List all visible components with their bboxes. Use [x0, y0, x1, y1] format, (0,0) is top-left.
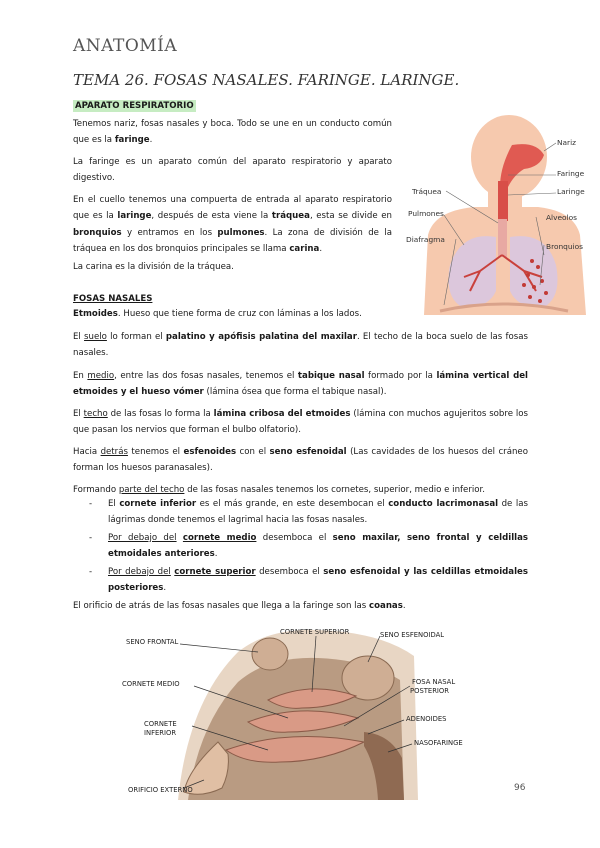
nasal-cavity-illustration — [118, 622, 488, 800]
paragraph-faringe: La faringe es un aparato común del aparato respiratorio y aparato digestivo. — [73, 157, 392, 184]
label-bronquios: Bronquios — [546, 242, 583, 251]
paragraph-detras: Hacia detrás tenemos el esfenoides con el seno esfenoidal (Las cavidades de los huesos del cráneo forman los huesos paranasales). — [73, 447, 528, 474]
list-item: - El cornete inferior es el más grande, en este desembocan el conducto lacrimonasal de las lágrimas donde tenemos el lagrimal hacia las fosas nasales. — [89, 499, 528, 526]
page-number: 96 — [514, 783, 526, 793]
label-nariz: Nariz — [557, 138, 577, 147]
topic-title: TEMA 26. FOSAS NASALES. FARINGE. LARINGE. — [73, 71, 460, 89]
paragraph-techo: El techo de las fosas lo forma la lámina cribosa del etmoides (lámina con muchos agujeritos sobre los que pasan los nervios que forman el bulbo olfatorio). — [73, 409, 528, 436]
section-heading-aparato: APARATO RESPIRATORIO — [75, 101, 194, 111]
cornetes-list — [73, 496, 528, 597]
paragraph-cuello: En el cuello tenemos una compuerta de entrada al aparato respiratorio que es la laringe, después de esta viene la tráquea, esta se divide en bronquios y entramos en los pulmones. La zona de división de la tráquea en los dos bronquios principales se llama carina. — [73, 195, 392, 255]
label-cornete-inferior: CORNETE — [144, 720, 177, 728]
label-cornete-superior: CORNETE SUPERIOR — [280, 628, 350, 636]
frontal-sinus-shape — [252, 638, 288, 670]
label-alveolos: Alveolos — [546, 213, 577, 222]
trachea-shape — [498, 219, 507, 257]
list-item: - Por debajo del cornete medio desemboca el seno maxilar, seno frontal y celdillas etmoidales anteriores. — [89, 532, 529, 560]
respiratory-system-figure — [404, 115, 600, 315]
sphenoid-sinus-shape — [342, 656, 394, 700]
label-seno-esfenoidal: SENO ESFENOIDAL — [380, 631, 445, 639]
paragraph-suelo: El suelo lo forman el palatino y apófisis palatina del maxilar. El techo de la boca suelo de las fosas nasales. — [73, 332, 528, 359]
nasal-cavity-figure — [118, 622, 488, 800]
label-diafragma: Diafragma — [406, 235, 445, 244]
label-nasofaringe: NASOFARINGE — [414, 739, 463, 747]
label-faringe: Faringe — [557, 169, 585, 178]
paragraph-carina: La carina es la división de la tráquea. — [73, 262, 234, 272]
paragraph-medio: En medio, entre las dos fosas nasales, tenemos el tabique nasal formado por la lámina vertical del etmoides y el hueso vómer (lámina ósea que forma el tabique nasal). — [73, 371, 528, 398]
label-fosa-nasal: FOSA NASAL — [412, 678, 456, 686]
label-orificio-externo: ORIFICIO EXTERNO — [128, 786, 193, 794]
section-heading-fosas: FOSAS NASALES — [73, 294, 153, 304]
label-traquea: Tráquea — [412, 187, 442, 196]
list-item: - Por debajo del cornete superior desemboca el seno esfenoidal y las celdillas etmoidales posteriores. — [89, 566, 528, 594]
label-cornete-medio: CORNETE MEDIO — [122, 680, 180, 688]
label-pulmones: Pulmones — [408, 209, 444, 218]
label-adenoides: ADENOIDES — [406, 715, 447, 723]
label-fosa-nasal-posterior: POSTERIOR — [410, 687, 450, 695]
label-seno-frontal: SENO FRONTAL — [126, 638, 179, 646]
label-cornete-inferior-2: INFERIOR — [144, 729, 177, 737]
paragraph-coanas: El orificio de atrás de las fosas nasales que llega a la faringe son las coanas. — [73, 601, 406, 611]
paragraph-cornetes: Formando parte del techo de las fosas nasales tenemos los cornetes, superior, medio e inferior. — [73, 485, 485, 495]
pharynx-shape — [498, 181, 508, 221]
label-laringe: Laringe — [557, 187, 585, 196]
document-header: ANATOMÍA — [73, 36, 178, 56]
paragraph-nariz: Tenemos nariz, fosas nasales y boca. Todo se une en un conducto común que es la faringe. — [73, 119, 392, 146]
paragraph-etmoides: Etmoides. Hueso que tiene forma de cruz con láminas a los lados. — [73, 309, 362, 319]
